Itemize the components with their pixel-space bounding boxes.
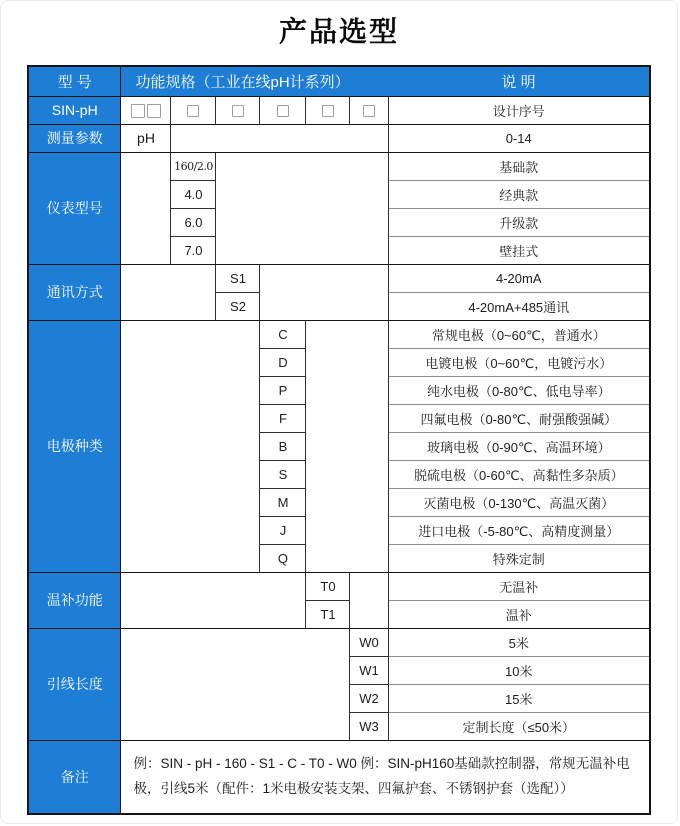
header-spec: 功能规格（工业在线pH计系列） <box>121 66 388 96</box>
section-label-param: 测量参数 <box>28 124 121 152</box>
option-desc-cell: 玻璃电极（0-90℃、高温环境） <box>388 432 650 460</box>
empty-cell <box>216 152 388 264</box>
model-code-cell: SIN-pH <box>28 96 121 124</box>
empty-cell <box>121 320 260 572</box>
option-desc-cell: 15米 <box>388 684 650 712</box>
product-selection-table <box>27 65 651 815</box>
checkbox-icon <box>131 104 145 118</box>
remark-row <box>28 740 650 814</box>
table-header-row <box>28 66 650 96</box>
option-desc-cell: 4-20mA <box>388 264 650 292</box>
option-desc-cell: 特殊定制 <box>388 544 650 572</box>
option-desc-cell: 温补 <box>388 600 650 628</box>
option-desc-cell: 4-20mA+485通讯 <box>388 292 650 320</box>
option-desc-cell: 常规电极（0~60℃，普通水） <box>388 320 650 348</box>
option-desc-cell: 进口电极（-5-80℃、高精度测量） <box>388 516 650 544</box>
option-desc-cell: 基础款 <box>388 152 650 180</box>
empty-cell <box>121 264 216 320</box>
empty-cell <box>171 124 388 152</box>
empty-cell <box>121 628 350 740</box>
section-label-temp: 温补功能 <box>28 572 121 628</box>
option-desc-cell: 5米 <box>388 628 650 656</box>
option-desc-cell: 电镀电极（0~60℃，电镀污水） <box>388 348 650 376</box>
option-desc-cell: 壁挂式 <box>388 236 650 264</box>
checkbox-cell-4 <box>260 96 306 124</box>
option-desc-cell: 升级款 <box>388 208 650 236</box>
option-code-cell: S1 <box>216 264 260 292</box>
option-code-cell: B <box>260 432 306 460</box>
empty-cell <box>121 152 171 264</box>
remark-text-cell: 例：SIN - pH - 160 - S1 - C - T0 - W0 例：SIN-pH160基础款控制器，常规无温补电极，引线5米（配件：1米电极安装支架、四氟护套、不锈钢护套（选配）） <box>121 740 650 814</box>
option-code-cell: C <box>260 320 306 348</box>
checkbox-cell-1 <box>121 96 171 124</box>
option-code-cell: W3 <box>350 712 388 740</box>
empty-cell <box>350 572 388 628</box>
page-title: 产品选型 <box>278 16 399 47</box>
param-code-cell: pH <box>121 124 171 152</box>
empty-cell <box>121 572 306 628</box>
option-code-cell: S <box>260 460 306 488</box>
section-cable-row <box>28 628 650 656</box>
series-row <box>28 96 650 124</box>
checkbox-icon <box>277 105 289 117</box>
option-code-cell: M <box>260 488 306 516</box>
option-desc-cell: 定制长度（≤50米） <box>388 712 650 740</box>
section-label-comm: 通讯方式 <box>28 264 121 320</box>
checkbox-icon <box>322 105 334 117</box>
checkbox-icon <box>232 105 244 117</box>
option-code-cell: D <box>260 348 306 376</box>
option-code-cell: S2 <box>216 292 260 320</box>
option-code-cell: W0 <box>350 628 388 656</box>
empty-cell <box>260 264 388 320</box>
option-code-cell: 6.0 <box>171 208 216 236</box>
option-desc-cell: 经典款 <box>388 180 650 208</box>
header-desc: 说 明 <box>388 66 650 96</box>
section-label-electrode: 电极种类 <box>28 320 121 572</box>
section-electrode-row <box>28 320 650 348</box>
checkbox-cell-6 <box>350 96 388 124</box>
empty-cell <box>306 320 388 572</box>
section-instrument-row <box>28 152 650 180</box>
section-label-instrument: 仪表型号 <box>28 152 121 264</box>
option-desc-cell: 纯水电极（0-80℃、低电导率） <box>388 376 650 404</box>
checkbox-cell-5 <box>306 96 350 124</box>
option-desc-cell: 灭菌电极（0-130℃、高温灭菌） <box>388 488 650 516</box>
section-temp-row <box>28 572 650 600</box>
option-code-cell: 4.0 <box>171 180 216 208</box>
option-code-cell: T0 <box>306 572 350 600</box>
option-code-cell: 160/2.0 <box>171 152 216 180</box>
option-desc-cell: 脱硫电极（0-60℃、高黏性多杂质） <box>388 460 650 488</box>
option-code-cell: F <box>260 404 306 432</box>
option-code-cell: 7.0 <box>171 236 216 264</box>
header-model: 型 号 <box>28 66 121 96</box>
option-code-cell: T1 <box>306 600 350 628</box>
option-code-cell: Q <box>260 544 306 572</box>
section-comm-row <box>28 264 650 292</box>
option-desc-cell: 四氟电极（0-80℃、耐强酸强碱） <box>388 404 650 432</box>
option-code-cell: W1 <box>350 656 388 684</box>
param-row <box>28 124 650 152</box>
checkbox-icon <box>187 105 199 117</box>
param-desc-cell: 0-14 <box>388 124 650 152</box>
section-label-remark: 备注 <box>28 740 121 814</box>
option-code-cell: J <box>260 516 306 544</box>
option-desc-cell: 10米 <box>388 656 650 684</box>
section-label-cable: 引线长度 <box>28 628 121 740</box>
design-serial-cell: 设计序号 <box>388 96 650 124</box>
checkbox-icon <box>147 104 161 118</box>
checkbox-cell-2 <box>171 96 216 124</box>
checkbox-cell-3 <box>216 96 260 124</box>
option-code-cell: P <box>260 376 306 404</box>
option-desc-cell: 无温补 <box>388 572 650 600</box>
option-code-cell: W2 <box>350 684 388 712</box>
checkbox-icon <box>363 105 375 117</box>
